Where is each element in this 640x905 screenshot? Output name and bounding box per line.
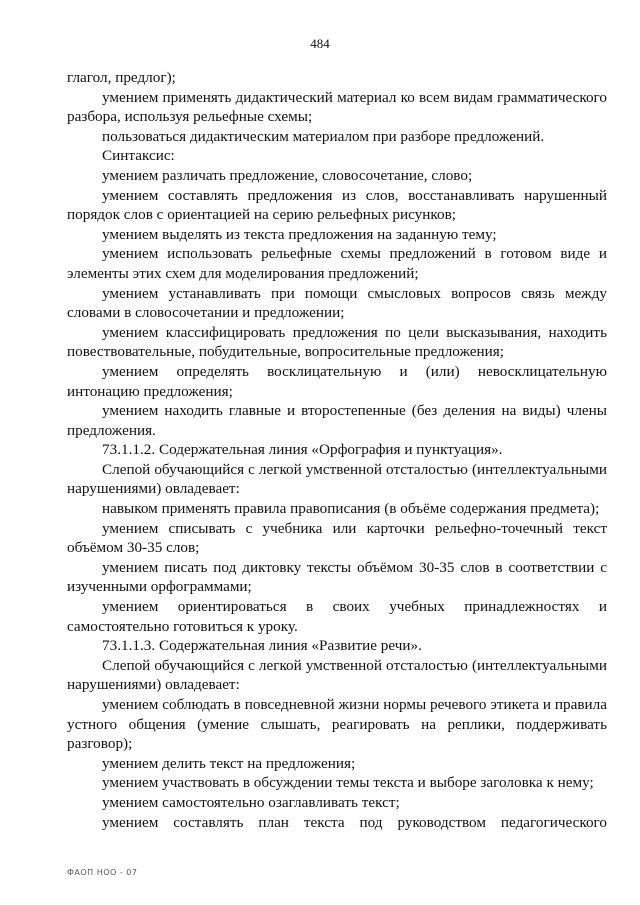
paragraph: умением использовать рельефные схемы предложений в готовом виде и элементы этих схем для моделирования предложений; — [67, 245, 607, 282]
paragraph: умением писать под диктовку тексты объёмом 30-35 слов в соответствии с изученными орфограммами; — [67, 558, 607, 596]
paragraph: умением списывать с учебника или карточки рельефно-точечный текст объёмом 30-35 слов; — [67, 519, 607, 557]
paragraph: умением составлять план текста под руководством педагогического — [102, 813, 607, 831]
paragraph: умением составлять предложения из слов, восстанавливать нарушенный порядок слов с ориентацией на серию рельефных рисунков; — [67, 186, 607, 224]
paragraph: умением делить текст на предложения; — [102, 754, 356, 772]
paragraph: умением участвовать в обсуждении темы текста и выборе заголовка к нему; — [102, 774, 594, 792]
paragraph: умением соблюдать в повседневной жизни нормы речевого этикета и правила устного общения (умение слышать, реагировать на реплики, поддерживать разговор); — [67, 696, 607, 753]
paragraph: глагол, предлог); — [67, 69, 176, 86]
paragraph: умением ориентироваться в своих учебных принадлежностях и самостоятельно готовиться к уроку. — [67, 598, 607, 635]
document-body — [67, 68, 607, 832]
paragraph: Слепой обучающийся с легкой умственной отсталостью (интеллектуальными нарушениями) овладевает: — [67, 656, 607, 694]
paragraph: умением классифицировать предложения по цели высказывания, находить повествовательные, побудительные, вопросительные предложения; — [67, 323, 607, 361]
paragraph: навыком применять правила правописания (в объёме содержания предмета); — [102, 500, 600, 518]
paragraph: умением выделять из текста предложения на заданную тему; — [102, 225, 497, 243]
paragraph: умением устанавливать при помощи смысловых вопросов связь между словами в словосочетании и предложении; — [67, 284, 607, 322]
paragraph: умением находить главные и второстепенные (без деления на виды) члены предложения. — [67, 402, 607, 439]
paragraph: 73.1.1.3. Содержательная линия «Развитие речи». — [102, 637, 422, 655]
paragraph: умением определять восклицательную и (или) невосклицательную интонацию предложения; — [67, 362, 607, 400]
paragraph: умением различать предложение, словосочетание, слово; — [102, 166, 473, 184]
paragraph: умением самостоятельно озаглавливать текст; — [102, 793, 400, 811]
paragraph: Синтаксис: — [102, 147, 175, 165]
page-number: 484 — [310, 36, 330, 51]
paragraph: Слепой обучающийся с легкой умственной отсталостью (интеллектуальными нарушениями) овладевает: — [67, 460, 607, 498]
paragraph: умением применять дидактический материал ко всем видам грамматического разбора, используя рельефные схемы; — [67, 88, 607, 126]
paragraph: 73.1.1.2. Содержательная линия «Орфография и пунктуация». — [102, 441, 503, 459]
paragraph: пользоваться дидактическим материалом при разборе предложений. — [102, 127, 545, 145]
footer-code: ФАОП НОО - 07 — [67, 868, 138, 877]
